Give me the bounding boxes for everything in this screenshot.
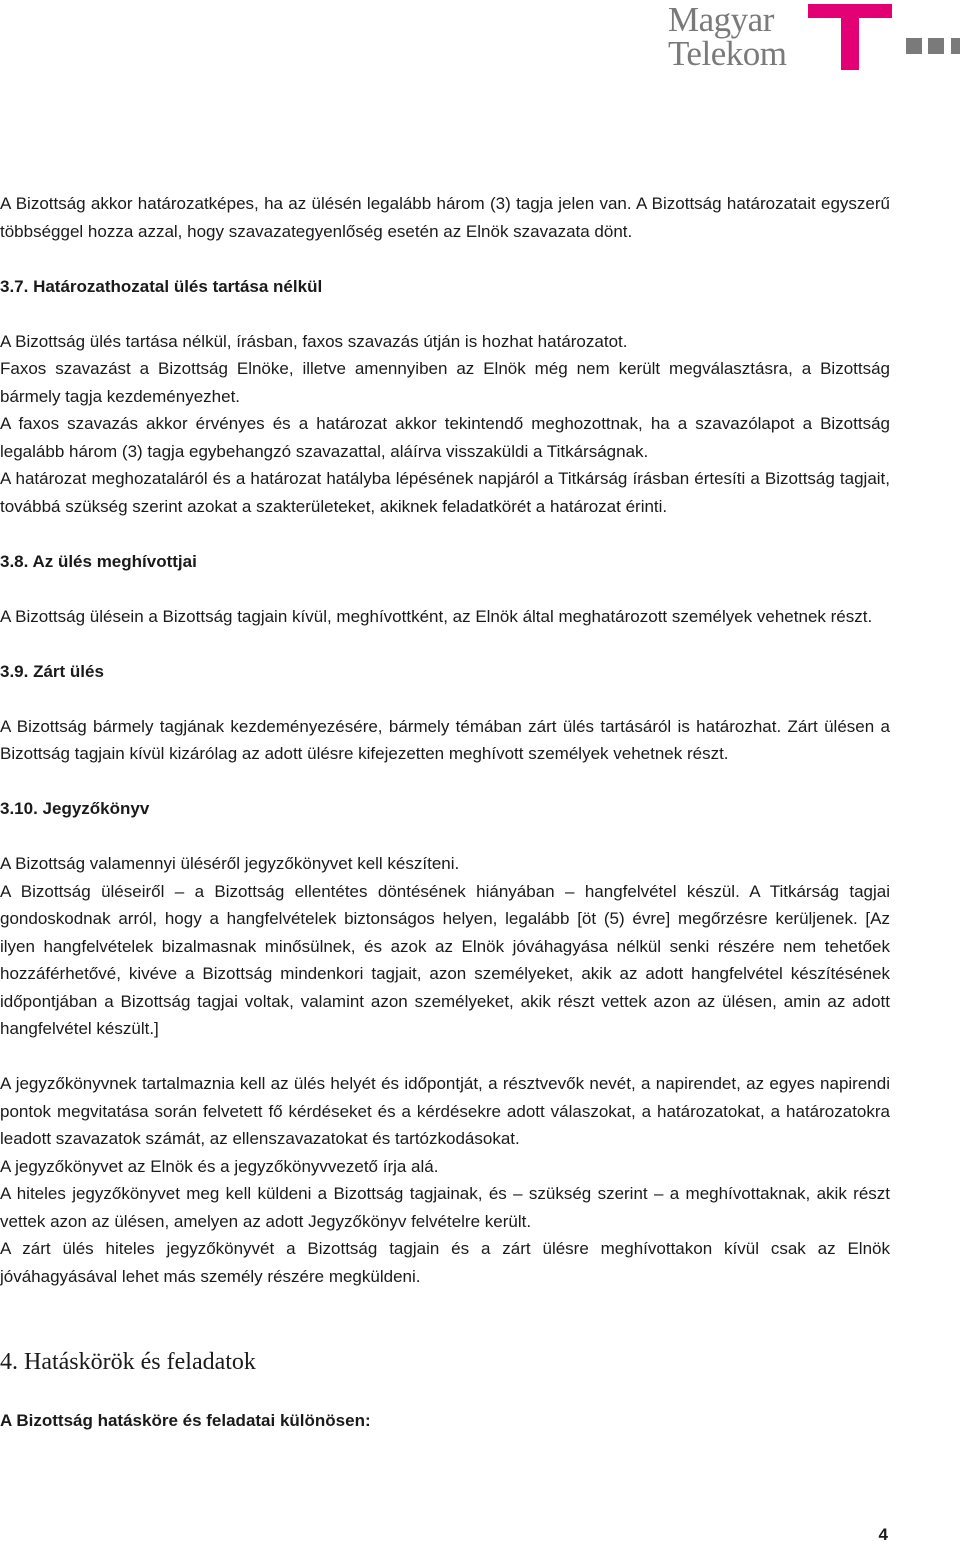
paragraph-3-7-2: Faxos szavazást a Bizottság Elnöke, illetve amennyiben az Elnök még nem került megválasztásra, a Bizottság bármely tagja kezdeményezhet. (0, 359, 890, 406)
heading-3-8: 3.8. Az ülés meghívottjai (0, 551, 197, 571)
paragraph-3-10-1: A Bizottság valamennyi üléséről jegyzőkönyvet kell készíteni. (0, 854, 460, 873)
paragraph-3-7-1: A Bizottság ülés tartása nélkül, írásban, faxos szavazás útján is hozhat határozatot. (0, 331, 628, 351)
paragraph-3-8-1: A Bizottság ülésein a Bizottság tagjain kívül, meghívottként, az Elnök által meghatározott személyek vehetnek részt. (0, 606, 873, 626)
document-body (0, 190, 890, 1462)
page-number: 4 (878, 1525, 888, 1544)
paragraph-3-10-3: A jegyzőkönyvnek tartalmaznia kell az ülés helyét és időpontját, a résztvevők nevét, a napirendet, az egyes napirendi pontok megvitatása során felvetett fő kérdéseket és a kérdésekre adott válaszokat, a határozatokat, a határozatokra leadott szavazatok számát, az ellenszavazatokat és tartózkodásokat. (0, 1074, 890, 1148)
subheading-4: A Bizottság hatásköre és feladatai különösen: (0, 1410, 371, 1430)
paragraph-3-10-2: A Bizottság üléseiről – a Bizottság ellentétes döntésének hiányában – hangfelvétel készül. A Titkárság tagjai gondoskodnak arról, hogy a hangfelvételek biztonságos helyen, legalább [öt (5) évre] megőrzésre kerüljenek. [Az ilyen hangfelvételek bizalmasnak minősülnek, és azok az Elnök jóváhagyása nélkül senki részére nem tehetőek hozzáférhetővé, kivéve a Bizottság mindenkori tagjait, azon személyeket, akik az adott hangfelvétel készítésének időpontjában a Bizottság tagjai voltak, valamint azon személyeket, akik részt vettek azon az ülésen, amin az adott hangfelvétel készült.] (0, 881, 890, 1038)
telekom-t-icon (808, 2, 892, 72)
logo-text-line1: Magyar (668, 0, 774, 39)
logo-dot-3 (951, 38, 960, 54)
paragraph-3-7-3: A faxos szavazás akkor érvényes és a határozat akkor tekintendő meghozottnak, ha a szavazólapot a Bizottság legalább három (3) tagja egybehangzó szavazattal, aláírva visszaküldi a Titkárságnak. (0, 414, 890, 461)
heading-3-9: 3.9. Zárt ülés (0, 661, 104, 681)
paragraph-3-10-4: A jegyzőkönyvet az Elnök és a jegyzőkönyvvezető írja alá. (0, 1156, 439, 1176)
paragraph-3-9-1: A Bizottság bármely tagjának kezdeményezésére, bármely témában zárt ülés tartásáról is határozhat. Zárt ülésen a Bizottság tagjain kívül kizárólag az adott ülésre kifejezetten meghívott személyek vehetnek részt. (0, 716, 890, 763)
heading-3-10: 3.10. Jegyzőkönyv (0, 799, 150, 818)
logo-dot-2 (928, 38, 944, 54)
paragraph-3-10-6: A zárt ülés hiteles jegyzőkönyvét a Bizottság tagjain és a zárt ülésre meghívottakon kívül csak az Elnök jóváhagyásával lehet más személy részére megküldeni. (0, 1239, 890, 1286)
paragraph-quorum: A Bizottság akkor határozatképes, ha az ülésén legalább három (3) tagja jelen van. A Bizottság határozatait egyszerű többséggel hozza azzal, hogy szavazategyenlőség esetén az Elnök szavazata dönt. (0, 194, 890, 241)
paragraph-3-10-5: A hiteles jegyzőkönyvet meg kell küldeni a Bizottság tagjainak, és – szükség szerint – a meghívottaknak, akik részt vettek azon az ülésen, amelyen az adott Jegyzőkönyv felvételre került. (0, 1184, 890, 1231)
heading-4: 4. Hatáskörök és feladatok (0, 1349, 256, 1375)
paragraph-3-7-4: A határozat meghozataláról és a határozat hatályba lépésének napjáról a Titkárság írásban értesíti a Bizottság tagjait, továbbá szükség szerint azokat a szakterületeket, akiknek feladatkörét a határozat érinti. (0, 469, 890, 516)
magyar-telekom-logo (668, 2, 960, 74)
logo-dot-1 (906, 38, 922, 54)
logo-text-line2: Telekom (668, 34, 787, 73)
heading-3-7: 3.7. Határozathozatal ülés tartása nélkül (0, 276, 323, 296)
